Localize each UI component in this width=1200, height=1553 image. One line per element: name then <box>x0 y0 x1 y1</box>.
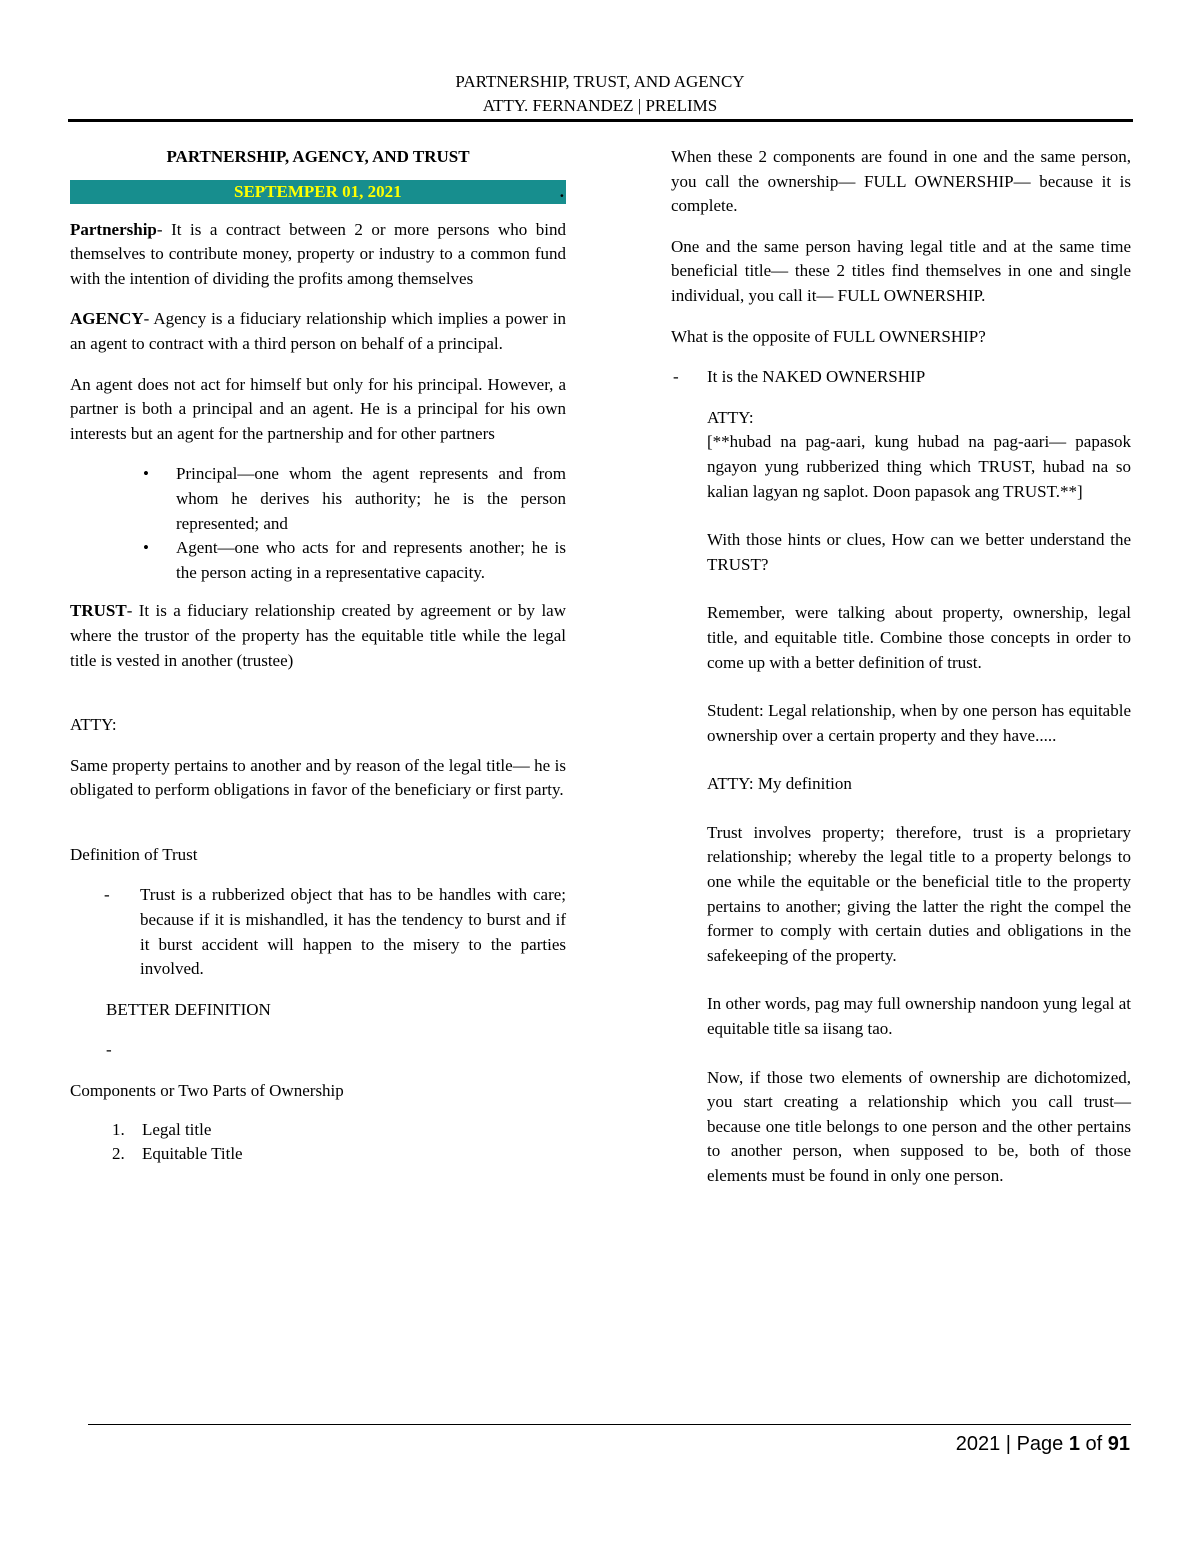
header-instructor-term: ATTY. FERNANDEZ | PRELIMS <box>482 96 718 115</box>
definition-of-trust-heading: Definition of Trust <box>70 844 198 864</box>
remember-paragraph: Remember, were talking about property, ownership, legal title, and equitable title. Combine those concepts in order to come up with a better definition of trust. <box>707 603 1131 672</box>
dash-marker: - <box>673 367 679 387</box>
atty-definition-label: ATTY: My definition <box>707 774 852 794</box>
footer-separator: | <box>1000 1433 1017 1455</box>
trust-definition <box>70 599 566 673</box>
footer-of-word: of <box>1079 1433 1108 1455</box>
list-number: 2. <box>112 1144 125 1164</box>
page-header <box>0 70 1200 118</box>
bullet-icon: • <box>143 538 149 558</box>
date-banner-dot: . <box>559 181 564 201</box>
same-person-paragraph: One and the same person having legal title and at the same time beneficial title— these 2 titles find themselves in one and single individual, you call it— FULL OWNERSHIP. <box>671 236 1131 305</box>
date-banner <box>70 180 566 204</box>
atty-label: ATTY: <box>707 407 754 427</box>
list-number: 1. <box>112 1119 125 1139</box>
spacer <box>70 819 566 843</box>
better-definition-dash: - <box>106 1040 112 1060</box>
agency-definition <box>70 307 566 356</box>
list-item-text: Principal—one whom the agent represents and from whom he derives his authority; he is the person represented; and <box>176 464 566 533</box>
bullet-icon: • <box>143 464 149 484</box>
partnership-definition <box>70 218 566 292</box>
student-answer: Student: Legal relationship, when by one person has equitable ownership over a certain property and they have..... <box>707 701 1131 745</box>
list-item <box>143 462 566 536</box>
footer-page-number: 1 <box>1068 1433 1080 1455</box>
footer-divider <box>88 1424 1131 1425</box>
atty-explanation: Same property pertains to another and by reason of the legal title— he is obligated to perform obligations in favor of the beneficiary or first party. <box>70 755 566 800</box>
other-words-paragraph: In other words, pag may full ownership nandoon yung legal at equitable title sa iisang tao. <box>707 994 1131 1039</box>
naked-ownership-answer <box>671 365 1131 390</box>
better-definition-label: BETTER DEFINITION <box>106 999 271 1019</box>
opposite-question: What is the opposite of FULL OWNERSHIP? <box>671 326 986 346</box>
partnership-text: - It is a contract between 2 or more persons who bind themselves to contribute money, property or industry to a common fund with the intention of dividing the profits among themselves <box>70 219 566 288</box>
list-item-text: Agent—one who acts for and represents another; he is the person acting in a representative capacity. <box>176 538 566 582</box>
hints-question: With those hints or clues, How can we better understand the TRUST? <box>707 530 1131 574</box>
components-list <box>70 1118 566 1167</box>
header-course-title: PARTNERSHIP, TRUST, AND AGENCY <box>455 72 745 91</box>
agency-text: - Agency is a fiduciary relationship which implies a power in an agent to contract with a third person on behalf of a principal. <box>70 309 566 353</box>
list-item <box>112 1142 566 1167</box>
atty-label: ATTY: <box>70 715 117 735</box>
dash-marker: - <box>104 885 110 905</box>
agency-term: AGENCY <box>70 309 144 329</box>
left-column <box>70 145 566 1167</box>
list-item <box>143 536 566 585</box>
header-divider <box>68 119 1133 122</box>
full-ownership-paragraph: When these 2 components are found in one and the same person, you call the ownership— FULL OWNERSHIP— because it is complete. <box>671 147 1131 216</box>
list-item-text: Legal title <box>142 1119 212 1139</box>
naked-ownership-text: It is the NAKED OWNERSHIP <box>707 367 926 387</box>
list-item-text: Equitable Title <box>142 1144 243 1164</box>
dichotomized-paragraph: Now, if those two elements of ownership are dichotomized, you start creating a relationship which you call trust— because one title belongs to one person and the other pertains to another person, when supposed to be, both of those elements must be found in only one person. <box>707 1067 1131 1185</box>
footer-year: 2021 <box>955 1433 1001 1455</box>
spacer <box>70 689 566 713</box>
list-item <box>112 1118 566 1143</box>
footer-total-pages: 91 <box>1107 1433 1130 1455</box>
components-heading: Components or Two Parts of Ownership <box>70 1081 344 1101</box>
footer-page-word: Page <box>1016 1433 1069 1455</box>
agent-paragraph: An agent does not act for himself but only for his principal. However, a partner is both a principal and an agent. He is a principal for his own interests but an agent for the partnership and for other partners <box>70 374 566 443</box>
trust-term: TRUST <box>70 601 127 621</box>
trust-proprietary-definition: Trust involves property; therefore, trust is a proprietary relationship; whereby the legal title to a property belongs to one while the equitable or the beneficial title to the property pertains to another; giving the latter the right the compel the former to comply with certain duties and obligations in the safekeeping of the property. <box>707 822 1131 965</box>
date-banner-text: SEPTEMPER 01, 2021 <box>234 181 402 201</box>
lecture-notes <box>671 406 1131 1189</box>
atty-quote: [**hubad na pag-aari, kung hubad na pag-aari— papasok ngayon yung rubberized thing which TRUST, hubad na so kalian lagyan ng saplot. Doon papasok ang TRUST.**] <box>707 432 1131 501</box>
partnership-term: Partnership <box>70 219 157 239</box>
trust-text: - It is a fiduciary relationship created by agreement or by law where the trustor of the property has the equitable title while the legal title is vested in another (trustee) <box>70 601 566 670</box>
trust-definition-item <box>70 883 566 981</box>
page-footer <box>956 1431 1130 1457</box>
right-column <box>671 145 1131 1205</box>
principal-agent-list <box>70 462 566 585</box>
document-title: PARTNERSHIP, AGENCY, AND TRUST <box>166 147 470 166</box>
trust-definition-item-text: Trust is a rubberized object that has to be handles with care; because if it is mishandled, it has the tendency to burst and if it burst accident will happen to the misery to the parties involved. <box>140 885 566 979</box>
